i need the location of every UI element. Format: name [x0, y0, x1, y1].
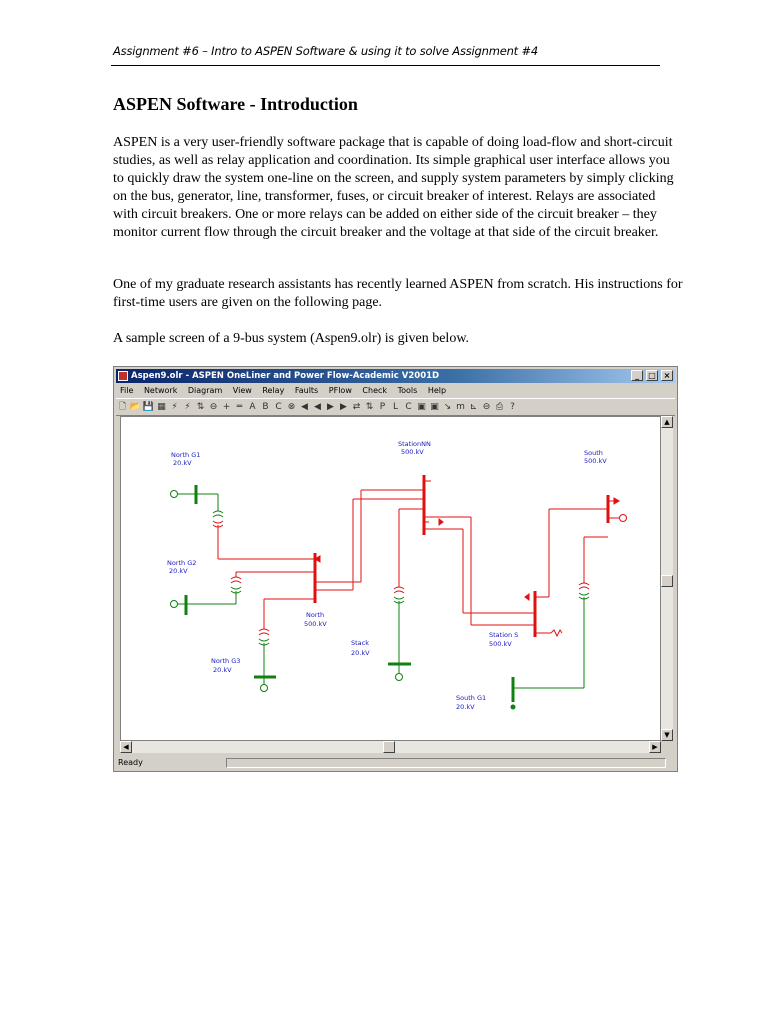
first-icon[interactable]: ◀: [301, 402, 308, 412]
one-line-diagram-canvas[interactable]: [120, 416, 661, 741]
help-icon[interactable]: ?: [510, 402, 515, 412]
chart-icon[interactable]: ▣: [417, 402, 426, 412]
minimize-button[interactable]: _: [631, 370, 643, 381]
toolbar: [116, 398, 675, 416]
scroll-right-icon[interactable]: ▶: [649, 741, 661, 753]
north-g1-kv: 20.kV: [173, 459, 192, 467]
sample-screen-paragraph: A sample screen of a 9-bus system (Aspen9.olr) is given below.: [113, 331, 470, 346]
vertical-scroll-thumb[interactable]: [661, 575, 673, 587]
fault-all-icon[interactable]: ⚡: [184, 402, 191, 412]
phase-a-icon[interactable]: A: [249, 402, 256, 412]
menu-bar: [116, 384, 675, 397]
text-icon[interactable]: m: [456, 402, 465, 412]
maximize-button[interactable]: □: [646, 370, 658, 381]
status-text: Ready: [118, 758, 143, 767]
stack-name[interactable]: Stack: [351, 639, 369, 647]
station-s-kv: 500.kV: [489, 640, 512, 648]
scroll-down-icon[interactable]: ▼: [661, 729, 673, 741]
app-icon: [118, 371, 128, 381]
north-g1-name[interactable]: North G1: [171, 451, 201, 459]
scroll-up-icon[interactable]: ▲: [661, 416, 673, 428]
transformer-icon[interactable]: ⇅: [196, 402, 205, 412]
south-kv: 500.kV: [584, 457, 607, 465]
curve-icon[interactable]: ⊾: [469, 402, 478, 412]
last-icon[interactable]: ▶: [340, 402, 347, 412]
window-titlebar: [116, 369, 675, 383]
vertical-scrollbar[interactable]: [661, 416, 673, 741]
aspen-window-screenshot: [113, 366, 678, 772]
arrow-icon[interactable]: ↘: [443, 402, 452, 412]
horizontal-scroll-thumb[interactable]: [383, 741, 395, 753]
open-folder-icon[interactable]: 📂: [129, 402, 142, 412]
station-s-name[interactable]: Station S: [489, 631, 519, 639]
menu-help[interactable]: Help: [427, 386, 447, 395]
scroll-left-icon[interactable]: ◀: [120, 741, 132, 753]
new-file-icon[interactable]: 🗋: [118, 402, 127, 412]
menu-pflow[interactable]: PFlow: [328, 386, 352, 395]
station-nn-name[interactable]: StationNN: [398, 440, 431, 448]
next-icon[interactable]: ▶: [327, 402, 334, 412]
menu-faults[interactable]: Faults: [294, 386, 319, 395]
report-icon[interactable]: ▣: [430, 402, 439, 412]
stack-kv: 20.kV: [351, 649, 370, 657]
intro-paragraph: ASPEN is a very user-friendly software package that is capable of doing load-flow and short-circuit studies, as well as relay application and coordination. Its simple graphical user interface allows you to quickly draw the system one-line on the screen, and supply system parameters by simply clicking on the bus, generator, line, transformer, fuses, or circuit breaker of interest. Relays are associated with circuit breakers. One or more relays can be added on either side of the circuit breaker – they monitor current flow through the circuit breaker and the voltage at that side of the circuit breaker.: [113, 135, 674, 240]
window-title: Aspen9.olr - ASPEN OneLiner and Power Flow-Academic V2001D: [131, 371, 440, 381]
phase-c-icon[interactable]: C: [275, 402, 282, 412]
flow-icon[interactable]: ⇅: [365, 402, 374, 412]
close-button[interactable]: ×: [661, 370, 673, 381]
menu-network[interactable]: Network: [143, 386, 178, 395]
l-icon[interactable]: L: [392, 402, 398, 412]
swap-icon[interactable]: ⇄: [352, 402, 361, 412]
status-pane: [226, 758, 666, 768]
south-g1-kv: 20.kV: [456, 703, 475, 711]
north-g3-name[interactable]: North G3: [211, 657, 241, 665]
add-icon[interactable]: +: [222, 402, 231, 412]
generator-icon[interactable]: ⊖: [209, 402, 218, 412]
horizontal-scrollbar[interactable]: [120, 741, 661, 753]
page-title: ASPEN Software - Introduction: [113, 94, 358, 114]
save-icon[interactable]: 💾: [142, 402, 155, 412]
phase-b-icon[interactable]: B: [262, 402, 269, 412]
header-rule: [111, 65, 660, 66]
grid-icon[interactable]: ▦: [157, 402, 166, 412]
south-g1-name[interactable]: South G1: [456, 694, 487, 702]
menu-relay[interactable]: Relay: [262, 386, 285, 395]
menu-tools[interactable]: Tools: [397, 386, 418, 395]
menu-check[interactable]: Check: [362, 386, 388, 395]
print-icon[interactable]: ⎙: [495, 402, 504, 412]
station-nn-kv: 500.kV: [401, 448, 424, 456]
north-kv: 500.kV: [304, 620, 327, 628]
prev-icon[interactable]: ◀: [314, 402, 321, 412]
one-line-diagram: [121, 417, 661, 741]
assistant-paragraph: One of my graduate research assistants has recently learned ASPEN from scratch. His instructions for first-time users are given on the following page.: [113, 277, 683, 310]
fault-icon[interactable]: ⚡: [171, 402, 178, 412]
status-bar: [116, 756, 675, 770]
menu-diagram[interactable]: Diagram: [187, 386, 223, 395]
north-g3-kv: 20.kV: [213, 666, 232, 674]
menu-view[interactable]: View: [232, 386, 252, 395]
zoom-icon[interactable]: ⊖: [482, 402, 491, 412]
south-name[interactable]: South: [584, 449, 603, 457]
line-icon[interactable]: ═: [236, 402, 243, 412]
north-name[interactable]: North: [306, 611, 325, 619]
c-icon[interactable]: C: [405, 402, 412, 412]
menu-file[interactable]: File: [120, 386, 134, 395]
north-g2-name[interactable]: North G2: [167, 559, 197, 567]
north-g2-kv: 20.kV: [169, 567, 188, 575]
p-icon[interactable]: P: [379, 402, 386, 412]
page-header: Assignment #6 – Intro to ASPEN Software & using it to solve Assignment #4: [113, 44, 538, 58]
zero-seq-icon[interactable]: ⊗: [287, 402, 296, 412]
